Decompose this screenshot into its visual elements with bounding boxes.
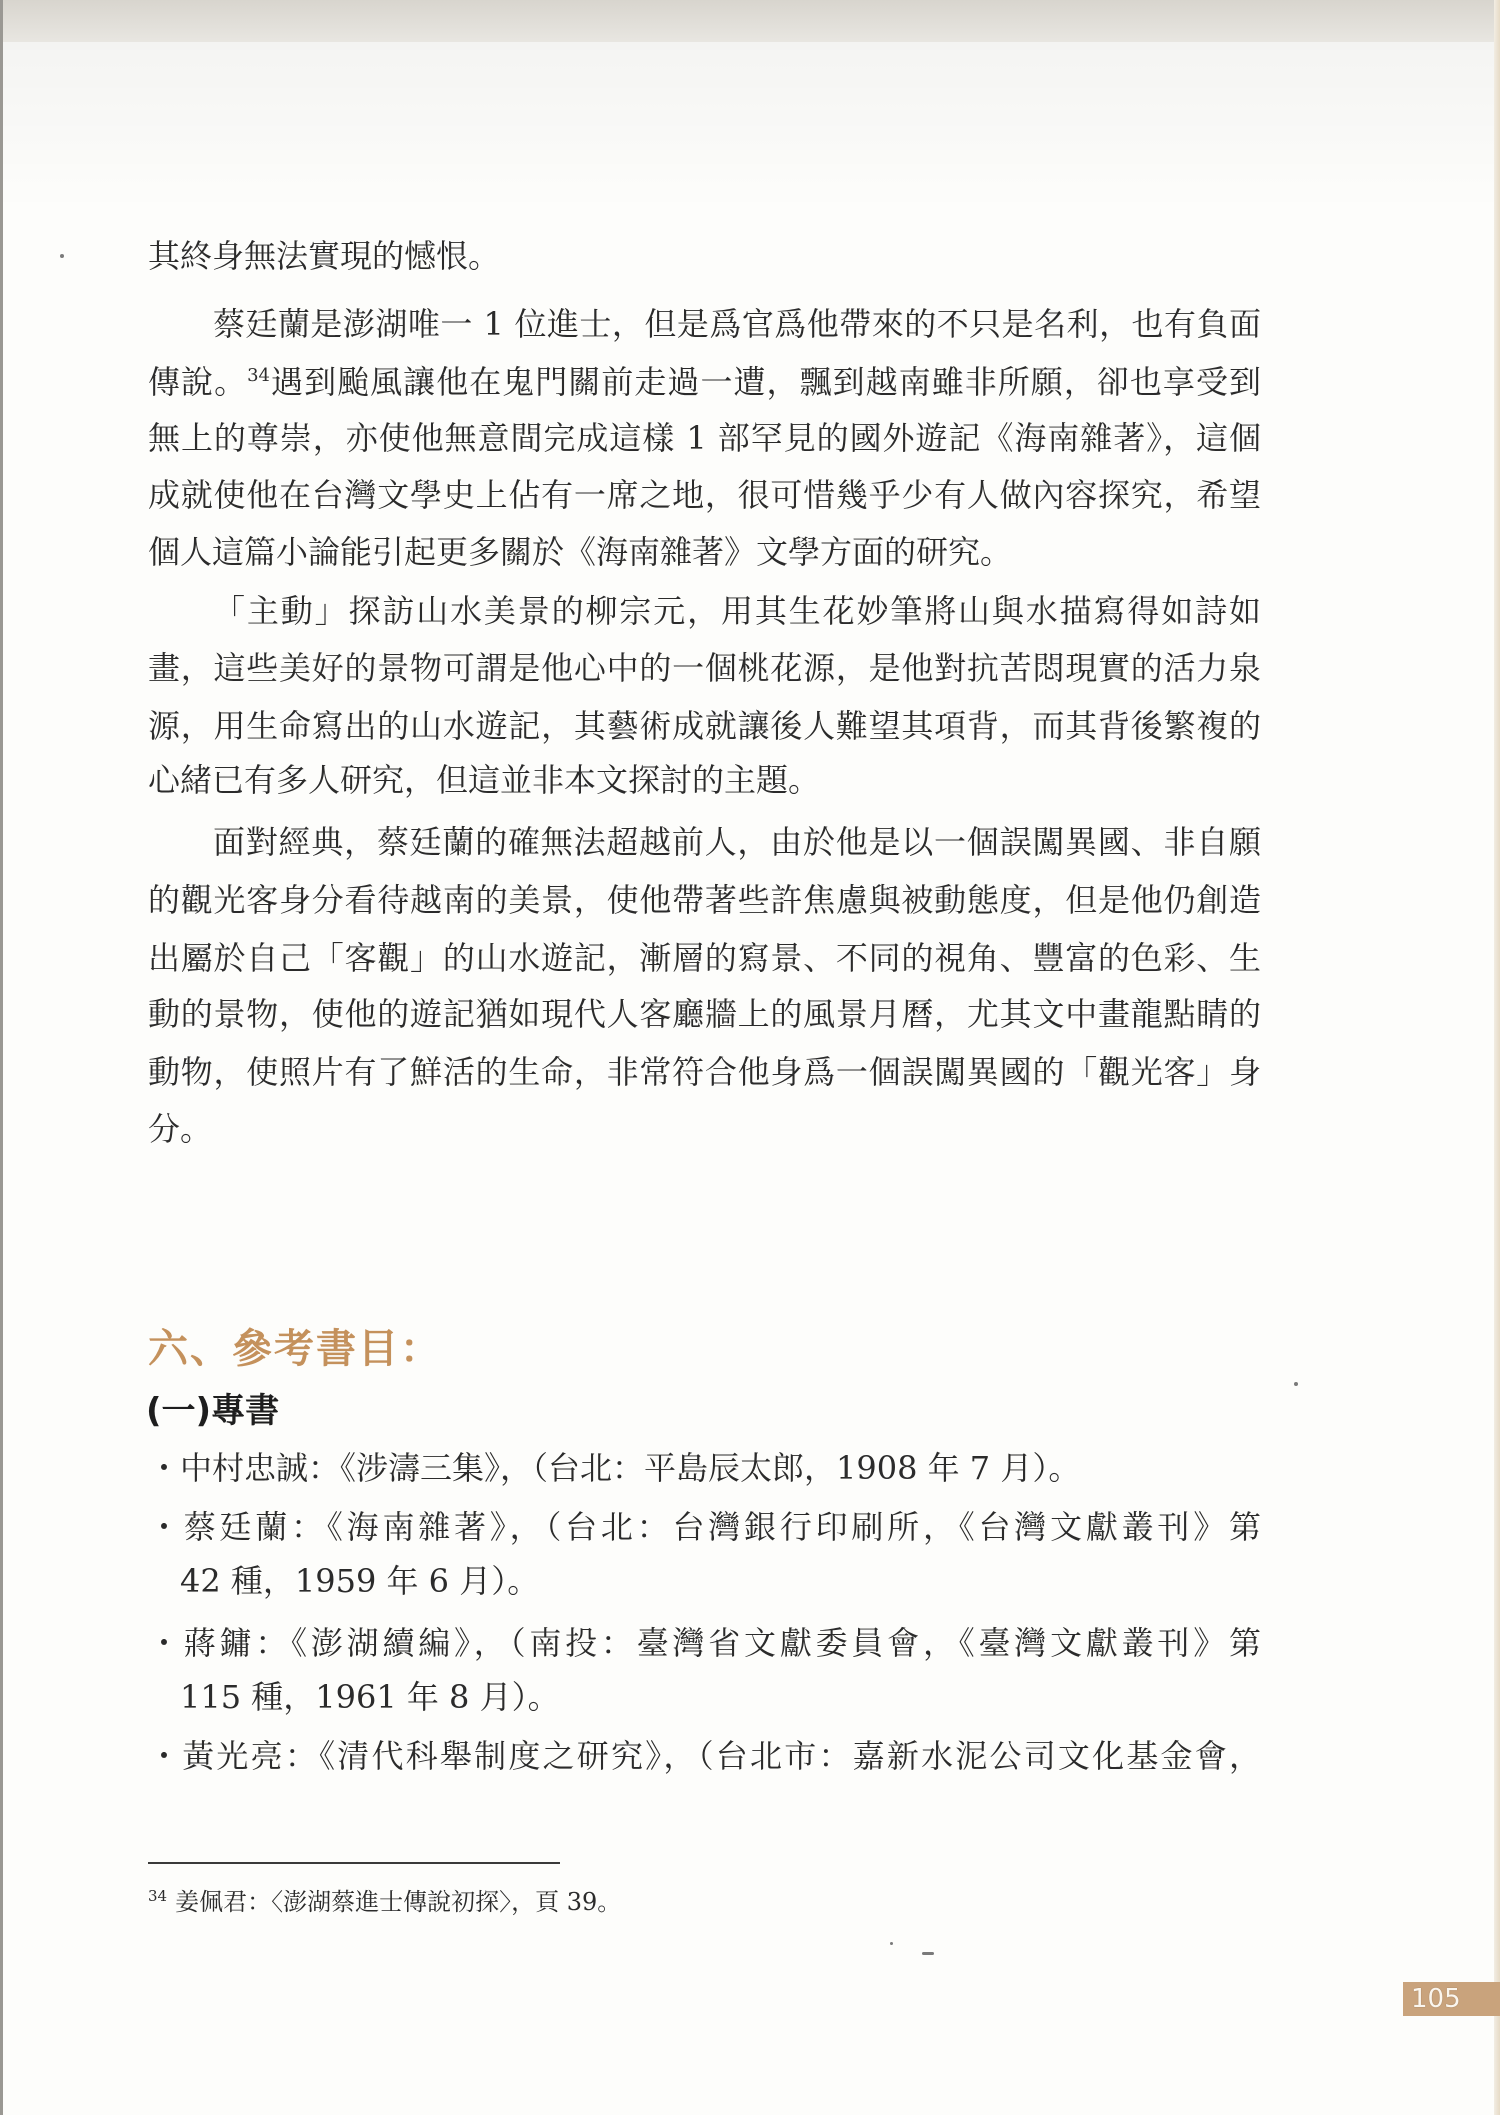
scan-speck bbox=[60, 254, 64, 258]
body-line: 的觀光客身分看待越南的美景，使他帶著些許焦慮與被動態度，但是他仍創造 bbox=[148, 881, 1261, 919]
body-line: 面對經典，蔡廷蘭的確無法超越前人，由於他是以一個誤闖異國、非自願 bbox=[213, 823, 1261, 861]
scan-speck bbox=[890, 1942, 893, 1945]
scan-left-edge bbox=[0, 0, 3, 2115]
scan-speck bbox=[922, 1952, 934, 1955]
reference-text: 蔣鏞：《澎湖續編》，（南投：臺灣省文獻委員會，《臺灣文獻叢刊》第 bbox=[183, 1624, 1261, 1662]
body-line: 分。 bbox=[148, 1110, 213, 1148]
body-line: 源，用生命寫出的山水遊記，其藝術成就讓後人難望其項背，而其背後繁複的 bbox=[148, 707, 1261, 745]
body-line: 成就使他在台灣文學史上佔有一席之地，很可惜幾乎少有人做內容探究，希望 bbox=[148, 476, 1261, 514]
scan-shadow bbox=[0, 42, 1500, 212]
reference-line bbox=[148, 1728, 1261, 1784]
body-line-with-footnote-ref bbox=[148, 354, 1261, 410]
reference-line bbox=[148, 1615, 1261, 1671]
body-line: 無上的尊崇，亦使他無意間完成這樣 1 部罕見的國外遊記《海南雜著》，這個 bbox=[148, 419, 1261, 457]
footnote-reference: 34 bbox=[247, 365, 271, 386]
footnote bbox=[148, 1884, 621, 1920]
bullet: ・ bbox=[148, 1449, 181, 1487]
reference-text: 黃光亮：《清代科舉制度之研究》，（台北市：嘉新水泥公司文化基金會， bbox=[182, 1737, 1261, 1775]
body-line: 心緒已有多人研究，但這並非本文探討的主題。 bbox=[148, 761, 821, 799]
body-line: 出屬於自己「客觀」的山水遊記，漸層的寫景、不同的視角、豐富的色彩、生 bbox=[148, 939, 1261, 977]
body-line: 個人這篇小論能引起更多關於《海南雜著》文學方面的研究。 bbox=[148, 533, 1013, 571]
body-line: 蔡廷蘭是澎湖唯一 1 位進士，但是爲官爲他帶來的不只是名利，也有負面 bbox=[213, 305, 1261, 343]
body-line: 其終身無法實現的憾恨。 bbox=[148, 237, 501, 275]
scan-top-edge bbox=[0, 0, 1500, 42]
reference-line: 115 種，1961 年 8 月）。 bbox=[180, 1678, 560, 1716]
scan-speck bbox=[1294, 1382, 1298, 1386]
subsection-heading: (一)專書 bbox=[146, 1391, 280, 1431]
body-line: 畫，這些美好的景物可謂是他心中的一個桃花源，是他對抗苦悶現實的活力泉 bbox=[148, 649, 1261, 687]
reference-text: 中村忠誠：《涉濤三集》，（台北：平島辰太郎，1908 年 7 月）。 bbox=[180, 1449, 1081, 1487]
bullet: ・ bbox=[148, 1624, 184, 1662]
bullet: ・ bbox=[148, 1737, 183, 1775]
bullet: ・ bbox=[148, 1508, 184, 1546]
footnote-mark: 34 bbox=[148, 1887, 168, 1905]
page-number-tab bbox=[1403, 1982, 1500, 2016]
body-line: 動物，使照片有了鮮活的生命，非常符合他身爲一個誤闖異國的「觀光客」身 bbox=[148, 1053, 1261, 1091]
footnote-text: 姜佩君：〈澎湖蔡進士傳說初探〉，頁 39。 bbox=[175, 1888, 622, 1916]
page-right-edge bbox=[1494, 0, 1500, 2115]
reference-text: 蔡廷蘭：《海南雜著》，（台北：台灣銀行印刷所，《台灣文獻叢刊》第 bbox=[183, 1508, 1261, 1546]
reference-line bbox=[148, 1440, 1261, 1496]
footnote-divider bbox=[148, 1862, 560, 1864]
reference-line: 42 種，1959 年 6 月）。 bbox=[180, 1562, 540, 1600]
reference-line bbox=[148, 1499, 1261, 1555]
page-number: 105 bbox=[1411, 1984, 1461, 2014]
section-heading: 六、參考書目： bbox=[148, 1326, 442, 1372]
body-line: 動的景物，使他的遊記猶如現代人客廳牆上的風景月曆，尤其文中畫龍點睛的 bbox=[148, 995, 1261, 1033]
body-line: 「主動」探訪山水美景的柳宗元，用其生花妙筆將山與水描寫得如詩如 bbox=[213, 592, 1261, 630]
line-text: 傳說。 bbox=[148, 363, 248, 401]
line-text: 遇到颱風讓他在鬼門關前走過一遭，飄到越南雖非所願，卻也享受到 bbox=[270, 363, 1261, 401]
